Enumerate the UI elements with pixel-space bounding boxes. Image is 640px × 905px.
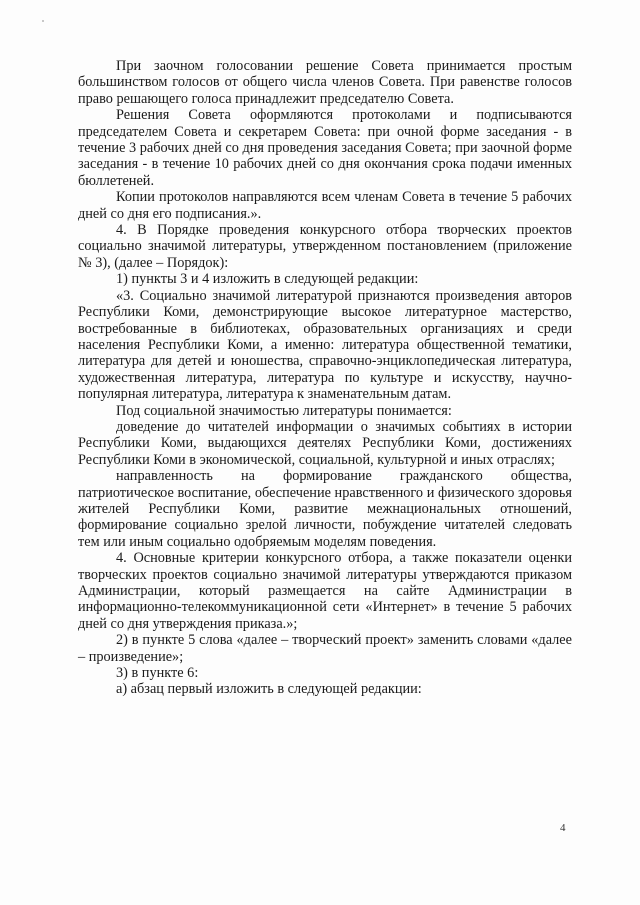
paragraph-subitem-2: 2) в пункте 5 слова «далее – творческий проект» заменить словами «далее – произведение»; <box>78 632 572 665</box>
paragraph-council-decisions: Решения Совета оформляются протоколами и подписываются председателем Совета и секретарем Совета: при очной форме заседания - в течение 3 рабочих дней со дня проведения заседания Совета; при заочной форме заседания - в течение 10 рабочих дней со дня окончания срока подачи именных бюллетеней. <box>78 107 572 189</box>
paragraph-subitem-a: а) абзац первый изложить в следующей редакции: <box>116 681 422 698</box>
paragraph-point-3: «3. Социально значимой литературой признаются произведения авторов Республики Коми, демонстрирующие высокое литературное мастерство, востребованные в библиотеках, образовательных организациях и среди населения Республики Коми, а именно: литература общественной тематики, литература для детей и юношества, справочно-энциклопедическая литература, художественная литература, литература по культуре и искусству, научно-популярная литература, литература к знаменательным датам. <box>78 287 572 403</box>
paragraph-civil-society: направленность на формирование гражданского общества, патриотическое воспитание, обеспечение нравственного и физического здоровья жителей Республики Коми, развитие межнациональных отношений, формирование социально зрелой личности, побуждение читателей следовать тем или иным социально одобряемым моделям поведения. <box>78 468 572 550</box>
paragraph-subitem-3: 3) в пункте 6: <box>116 665 199 682</box>
paragraph-informing-readers: доведение до читателей информации о значимых событиях в истории Республики Коми, выдающихся деятелях Республики Коми, достижениях Республики Коми в экономической, социальной, культурной и иных отраслях; <box>78 418 572 468</box>
paragraph-protocol-copies: Копии протоколов направляются всем членам Совета в течение 5 рабочих дней со дня его подписания.». <box>78 189 572 222</box>
document-body <box>78 58 572 698</box>
paragraph-item-4: 4. В Порядке проведения конкурсного отбора творческих проектов социально значимой литературы, утвержденном постановлением (приложение № 3), (далее – Порядок): <box>78 222 572 271</box>
scan-speck <box>42 20 44 22</box>
paragraph-absentee-voting: При заочном голосовании решение Совета принимается простым большинством голосов от общего числа членов Совета. При равенстве голосов право решающего голоса принадлежит председателю Совета. <box>78 58 572 107</box>
paragraph-subitem-1: 1) пункты 3 и 4 изложить в следующей редакции: <box>116 271 419 288</box>
paragraph-social-significance: Под социальной значимостью литературы понимается: <box>116 402 452 419</box>
page-number: 4 <box>560 822 566 834</box>
paragraph-point-4: 4. Основные критерии конкурсного отбора, а также показатели оценки творческих проектов социально значимой литературы утверждаются приказом Администрации, который размещается на сайте Администрации в информационно-телекоммуникационной сети «Интернет» в течение 5 рабочих дней со дня утверждения приказа.»; <box>78 550 572 632</box>
